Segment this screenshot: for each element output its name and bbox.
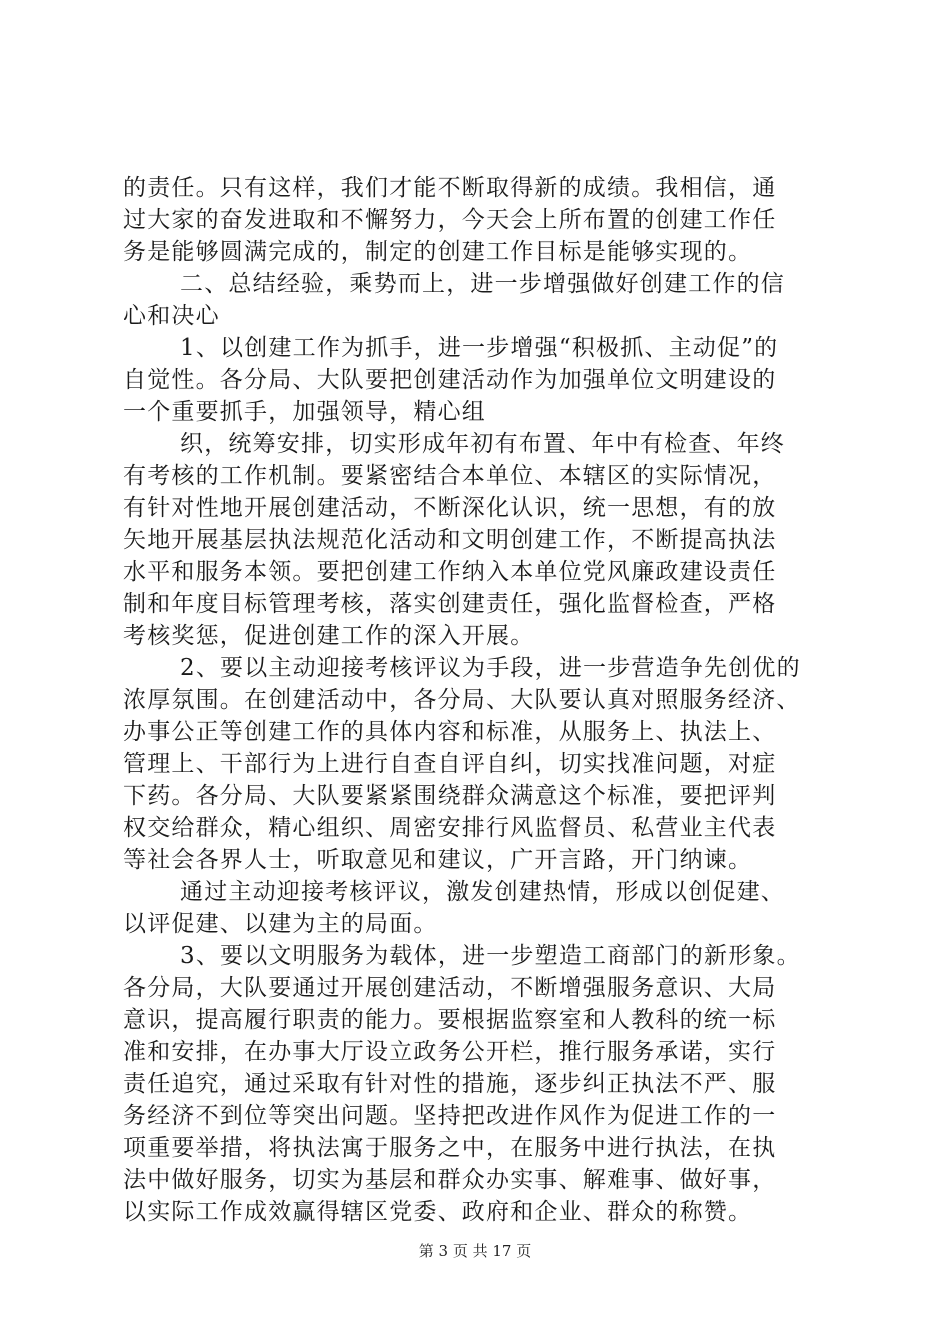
text-line: 过大家的奋发进取和不懈努力，今天会上所布置的创建工作任 [123, 207, 777, 233]
text-line: 务是能够圆满完成的，制定的创建工作目标是能够实现的。 [123, 239, 753, 265]
text-line: 织，统筹安排，切实形成年初有布置、年中有检查、年终 [180, 431, 785, 457]
text-line: 的责任。只有这样，我们才能不断取得新的成绩。我相信，通 [123, 175, 777, 201]
text-line: 有针对性地开展创建活动，不断深化认识，统一思想，有的放 [123, 495, 777, 521]
text-line: 各分局，大队要通过开展创建活动，不断增强服务意识、大局 [123, 975, 777, 1001]
text-line: 浓厚氛围。在创建活动中，各分局、大队要认真对照服务经济、 [123, 687, 801, 713]
text-line: 项重要举措，将执法寓于服务之中，在服务中进行执法，在执 [123, 1135, 777, 1161]
text-line: 以评促建、以建为主的局面。 [123, 911, 438, 937]
text-line: 3、要以文明服务为载体，进一步塑造工商部门的新形象。 [180, 943, 801, 969]
text-line: 意识，提高履行职责的能力。要根据监察室和人教科的统一标 [123, 1007, 777, 1033]
text-line: 管理上、干部行为上进行自查自评自纠，切实找准问题，对症 [123, 751, 777, 777]
text-line: 矢地开展基层执法规范化活动和文明创建工作，不断提高执法 [123, 527, 777, 553]
text-line: 责任追究，通过采取有针对性的措施，逐步纠正执法不严、服 [123, 1071, 777, 1097]
text-line: 通过主动迎接考核评议，激发创建热情，形成以创促建、 [180, 879, 785, 905]
text-line: 法中做好服务，切实为基层和群众办实事、解难事、做好事， [123, 1167, 777, 1193]
text-line: 水平和服务本领。要把创建工作纳入本单位党风廉政建设责任 [123, 559, 777, 585]
text-line: 准和安排，在办事大厅设立政务公开栏，推行服务承诺，实行 [123, 1039, 777, 1065]
text-line: 权交给群众，精心组织、周密安排行风监督员、私营业主代表 [123, 815, 777, 841]
text-line: 1、以创建工作为抓手，进一步增强“积极抓、主动促”的 [180, 335, 779, 361]
text-line: 办事公正等创建工作的具体内容和标准，从服务上、执法上、 [123, 719, 777, 745]
text-line: 二、总结经验，乘势而上，进一步增强做好创建工作的信 [180, 271, 785, 297]
text-line: 考核奖惩，促进创建工作的深入开展。 [123, 623, 535, 649]
text-line: 自觉性。各分局、大队要把创建活动作为加强单位文明建设的 [123, 367, 777, 393]
page-number-label: 第 3 页 共 17 页 [418, 1242, 532, 1260]
page-footer [0, 1240, 950, 1262]
text-line: 务经济不到位等突出问题。坚持把改进作风作为促进工作的一 [123, 1103, 777, 1129]
text-line: 制和年度目标管理考核，落实创建责任，强化监督检查，严格 [123, 591, 777, 617]
text-line: 一个重要抓手，加强领导，精心组 [123, 399, 486, 425]
text-line: 有考核的工作机制。要紧密结合本单位、本辖区的实际情况， [123, 463, 777, 489]
text-line: 以实际工作成效赢得辖区党委、政府和企业、群众的称赞。 [123, 1199, 753, 1225]
text-line: 2、要以主动迎接考核评议为手段，进一步营造争先创优的 [180, 655, 801, 681]
text-line: 心和决心 [123, 303, 220, 329]
text-line: 下药。各分局、大队要紧紧围绕群众满意这个标准，要把评判 [123, 783, 777, 809]
text-line: 等社会各界人士，听取意见和建议，广开言路，开门纳谏。 [123, 847, 753, 873]
